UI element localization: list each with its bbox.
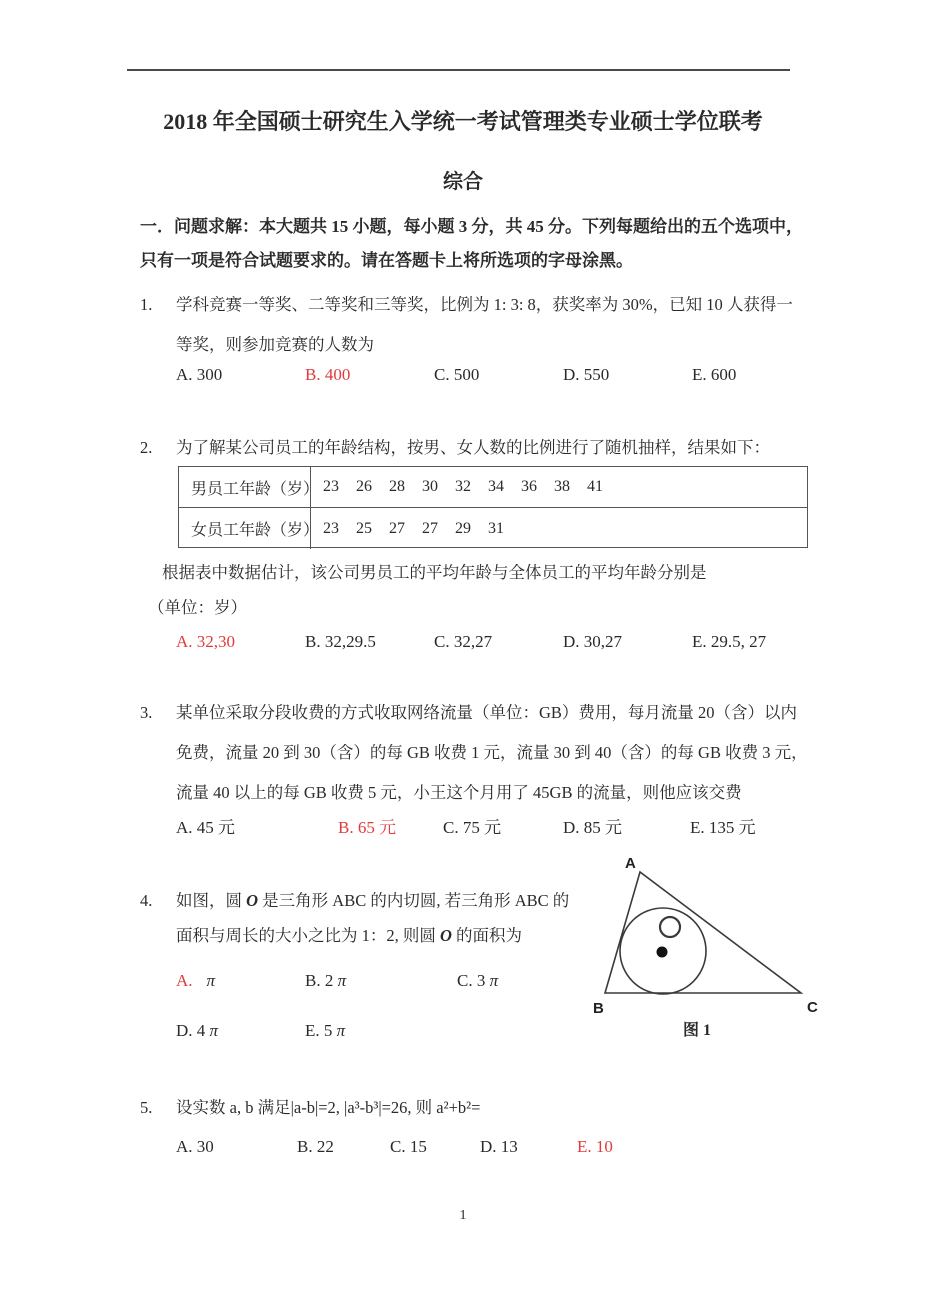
table-value: 26: [356, 478, 372, 495]
table-value: 27: [422, 519, 438, 537]
option-d: D. 13: [480, 1137, 518, 1156]
option-d: D. 85 元: [563, 818, 623, 837]
question-3-options: [0, 808, 926, 848]
age-table: [178, 466, 808, 548]
page-title: 2018 年全国硕士研究生入学统一考试管理类专业硕士学位联考: [163, 109, 763, 134]
table-cell-values: [311, 478, 807, 496]
section-intro-line-1: 一．问题求解：本大题共 15 小题，每小题 3 分，共 45 分。下列每题给出的五个选项中，: [140, 217, 803, 236]
option-d: D. 4 π: [176, 1021, 219, 1040]
table-value: 29: [455, 519, 471, 537]
question-2-line-3: （单位：岁）: [148, 598, 247, 617]
vertex-label-b: B: [593, 1000, 604, 1017]
table-value: 31: [488, 519, 504, 537]
question-4-line-2: 面积与周长的大小之比为 1：2, 则圆 O 的面积为: [176, 926, 523, 945]
question-5-options: [0, 1127, 926, 1167]
option-c: C. 15: [390, 1137, 427, 1156]
option-b: B. 400: [305, 365, 351, 384]
option-c: C. 3 π: [457, 971, 499, 990]
question-3-line-3: 流量 40 以上的每 GB 收费 5 元，小王这个月用了 45GB 的流量，则他应该交费: [176, 783, 742, 802]
table-value: 28: [389, 478, 405, 495]
question-1-options: [0, 355, 926, 395]
table-value: 41: [587, 478, 603, 495]
table-value: 36: [521, 478, 537, 495]
question-2-options: [0, 622, 926, 662]
option-e: E. 29.5, 27: [692, 632, 767, 651]
option-e: E. 600: [692, 365, 737, 384]
vertex-label-a: A: [625, 855, 636, 872]
table-value: 30: [422, 478, 438, 495]
circle-o-symbol: O: [440, 926, 452, 945]
triangle-abc: [605, 872, 801, 993]
question-4-number: 4.: [140, 891, 153, 910]
table-cell-label: 女员工年龄（岁）: [179, 508, 311, 549]
option-a: A. 300: [176, 365, 223, 384]
option-e: E. 5 π: [305, 1021, 346, 1040]
circle-o-symbol: O: [246, 891, 259, 910]
option-c: C. 32,27: [434, 632, 493, 651]
table-value: 38: [554, 478, 570, 495]
option-b: B. 2 π: [305, 971, 347, 990]
question-5-line-1: 设实数 a, b 满足|a-b|=2, |a³-b³|=26, 则 a²+b²=: [176, 1098, 481, 1117]
option-a: A. π: [176, 971, 216, 990]
option-e: E. 135 元: [690, 818, 756, 837]
table-value: 32: [455, 478, 471, 495]
table-value: 27: [389, 519, 405, 537]
question-2-line-2: 根据表中数据估计，该公司男员工的平均年龄与全体员工的平均年龄分别是: [162, 563, 707, 582]
center-label-o-glyph: [660, 917, 680, 937]
question-1-line-1: 学科竞赛一等奖、二等奖和三等奖，比例为 1: 3: 8，获奖率为 30%，已知 10 人获得一: [176, 295, 793, 314]
option-b: B. 65 元: [338, 818, 397, 837]
table-row-male: [179, 467, 807, 508]
question-3-number: 3.: [140, 703, 153, 722]
option-e: E. 10: [577, 1137, 613, 1156]
table-value: 34: [488, 478, 504, 495]
question-2-number: 2.: [140, 438, 153, 457]
page-subtitle: 综合: [443, 171, 483, 193]
option-a: A. 30: [176, 1137, 214, 1156]
option-c: C. 75 元: [443, 818, 502, 837]
option-a: A. 45 元: [176, 818, 236, 837]
header-rule: [127, 69, 790, 71]
question-2-line-1: 为了解某公司员工的年龄结构，按男、女人数的比例进行了随机抽样，结果如下：: [176, 438, 770, 457]
question-3-line-2: 免费，流量 20 到 30（含）的每 GB 收费 1 元，流量 30 到 40（含）的每 GB 收费 3 元，: [176, 743, 808, 762]
table-value: 23: [323, 478, 339, 495]
option-d: D. 550: [563, 365, 610, 384]
center-dot: [657, 947, 668, 958]
question-4-line-1: 如图，圆 O 是三角形 ABC 的内切圆, 若三角形 ABC 的: [176, 891, 570, 910]
question-5-number: 5.: [140, 1098, 153, 1117]
question-1-line-2: 等奖，则参加竞赛的人数为: [176, 335, 374, 354]
table-row-female: [179, 508, 807, 549]
option-c: C. 500: [434, 365, 480, 384]
table-value: 25: [356, 519, 372, 537]
option-b: B. 22: [297, 1137, 334, 1156]
section-intro-line-2: 只有一项是符合试题要求的。请在答题卡上将所选项的字母涂黑。: [140, 251, 633, 270]
page-number: 1: [459, 1208, 467, 1223]
vertex-label-c: C: [807, 999, 818, 1016]
table-cell-label: 男员工年龄（岁）: [179, 467, 311, 507]
table-value: 23: [323, 519, 339, 537]
question-3-line-1: 某单位采取分段收费的方式收取网络流量（单位：GB）费用，每月流量 20（含）以内: [176, 703, 798, 722]
option-d: D. 30,27: [563, 632, 623, 651]
table-cell-values: [311, 520, 807, 538]
option-a: A. 32,30: [176, 632, 236, 651]
figure-caption: 图 1: [683, 1022, 712, 1039]
option-b: B. 32,29.5: [305, 632, 376, 651]
question-1-number: 1.: [140, 295, 153, 314]
